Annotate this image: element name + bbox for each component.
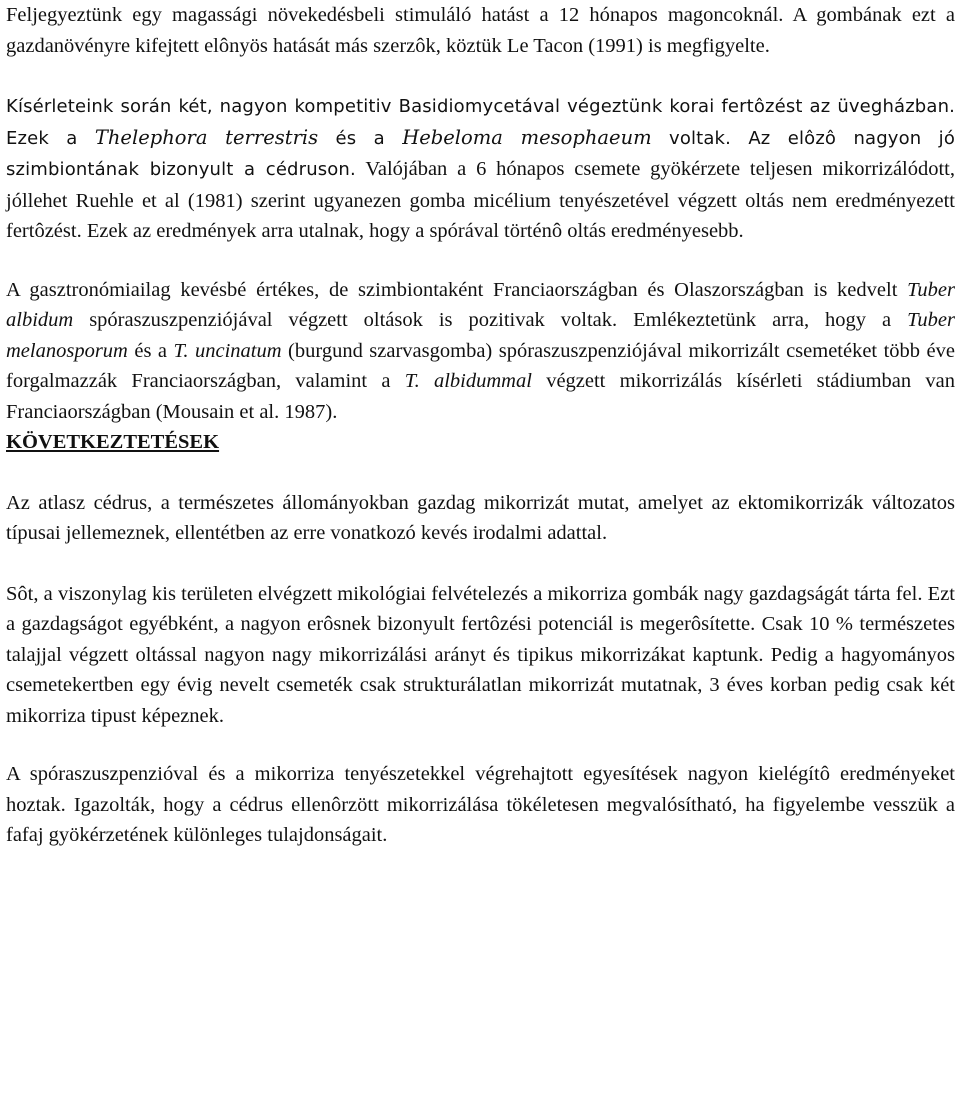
paragraph-inoculation-experiments bbox=[6, 91, 955, 247]
paragraph-text: A spóraszuszpenzióval és a mikorriza tenyészetekkel végrehajtott egyesítések nagyon kielégítô eredményeket hoztak. Igazolták, hogy a cédrus ellenôrzött mikorrizálása tökéletesen megvalósítható, ha figyelembe vesszük a fafaj gyökérzetének különleges tulajdonságait. bbox=[6, 763, 955, 846]
paragraph-tuber-inoculation bbox=[6, 275, 955, 428]
paragraph-text: Feljegyeztünk egy magassági növekedésbeli stimuláló hatást a 12 hónapos magoncoknál. A gombának ezt a gazdanövényre kifejtett elônyös hatását más szerzôk, köztük Le Tacon (1991) is megfigyelte. bbox=[6, 4, 955, 57]
paragraph-growth-effect bbox=[6, 0, 955, 61]
paragraph-text: Sôt, a viszonylag kis területen elvégzett mikológiai felvételezés a mikorriza gombák nagy gazdagságát tárta fel. Ezt a gazdagságot egyébként, a nagyon erôsnek bizonyult fertôzési potenciál is megerôsítette. Csak 10 % természetes talajjal végzett oltással nagyon nagy mikorrizálási arányt és tipikus mikorrizákat kaptunk. Pedig a hagyományos csemetekertben egy évig nevelt csemeték csak strukturálatlan mikorrizát mutatnak, 3 éves korban pedig csak két mikorriza tipust képeznek. bbox=[6, 582, 955, 727]
paragraph-text-part: és a bbox=[318, 127, 403, 149]
species-name: Tuber melanosporum bbox=[6, 309, 955, 362]
paragraph-text-part: Kísérleteink során két, nagyon kompetitiv Basidiomycetával végeztünk korai fertôzést az üvegházban. Ezek a bbox=[6, 96, 955, 149]
document-page bbox=[6, 0, 955, 851]
species-name: Hebeloma mesophaeum bbox=[402, 125, 652, 149]
species-name: Tuber albidum bbox=[6, 278, 955, 331]
paragraph-text-part: Valójában a 6 hónapos csemete gyökérzete teljesen mikorrizálódott, jóllehet Ruehle et al (1981) szerint ugyanezen gomba micélium tenyészetével végzett oltás nem eredményezett fertôzést. Ezek az eredmények arra utalnak, hogy a spórával történô oltás eredményesebb. bbox=[6, 158, 956, 242]
section-heading: KÖVETKEZTETÉSEK bbox=[6, 431, 220, 453]
paragraph-conclusion-richness bbox=[6, 579, 955, 732]
species-name: Thelephora terrestris bbox=[94, 125, 319, 149]
paragraph-conclusion-results bbox=[6, 759, 955, 851]
paragraph-text-part: voltak. Az elôzô nagyon jó szimbiontának bizonyult a cédruson. bbox=[6, 127, 955, 180]
paragraph-conclusion-mycorrhiza bbox=[6, 488, 955, 549]
paragraph-text-part: és a bbox=[127, 339, 174, 362]
paragraph-text: Az atlasz cédrus, a természetes állományokban gazdag mikorrizát mutat, amelyet az ektomikorrizák változatos típusai jellemeznek, ellentétben az erre vonatkozó kevés irodalmi adattal. bbox=[6, 491, 955, 544]
paragraph-text-part: végzett mikorrizálás kísérleti stádiumban van Franciaországban (Mousain et al. 1987). bbox=[6, 370, 956, 423]
paragraph-text-part: spóraszuszpenziójával végzett oltások is pozitivak voltak. Emlékeztetünk arra, hogy a bbox=[73, 309, 908, 331]
species-name: T. albidummal bbox=[404, 370, 532, 392]
paragraph-text-part: (burgund szarvasgomba) spóraszuszpenziójával mikorrizált csemetéket több éve forgalmazzák Franciaországban, valamint a bbox=[6, 339, 955, 392]
paragraph-text-part: A gasztronómiailag kevésbé értékes, de szimbiontaként Franciaországban és Olaszországban is kedvelt bbox=[6, 278, 908, 301]
species-name: T. uncinatum bbox=[173, 339, 282, 362]
